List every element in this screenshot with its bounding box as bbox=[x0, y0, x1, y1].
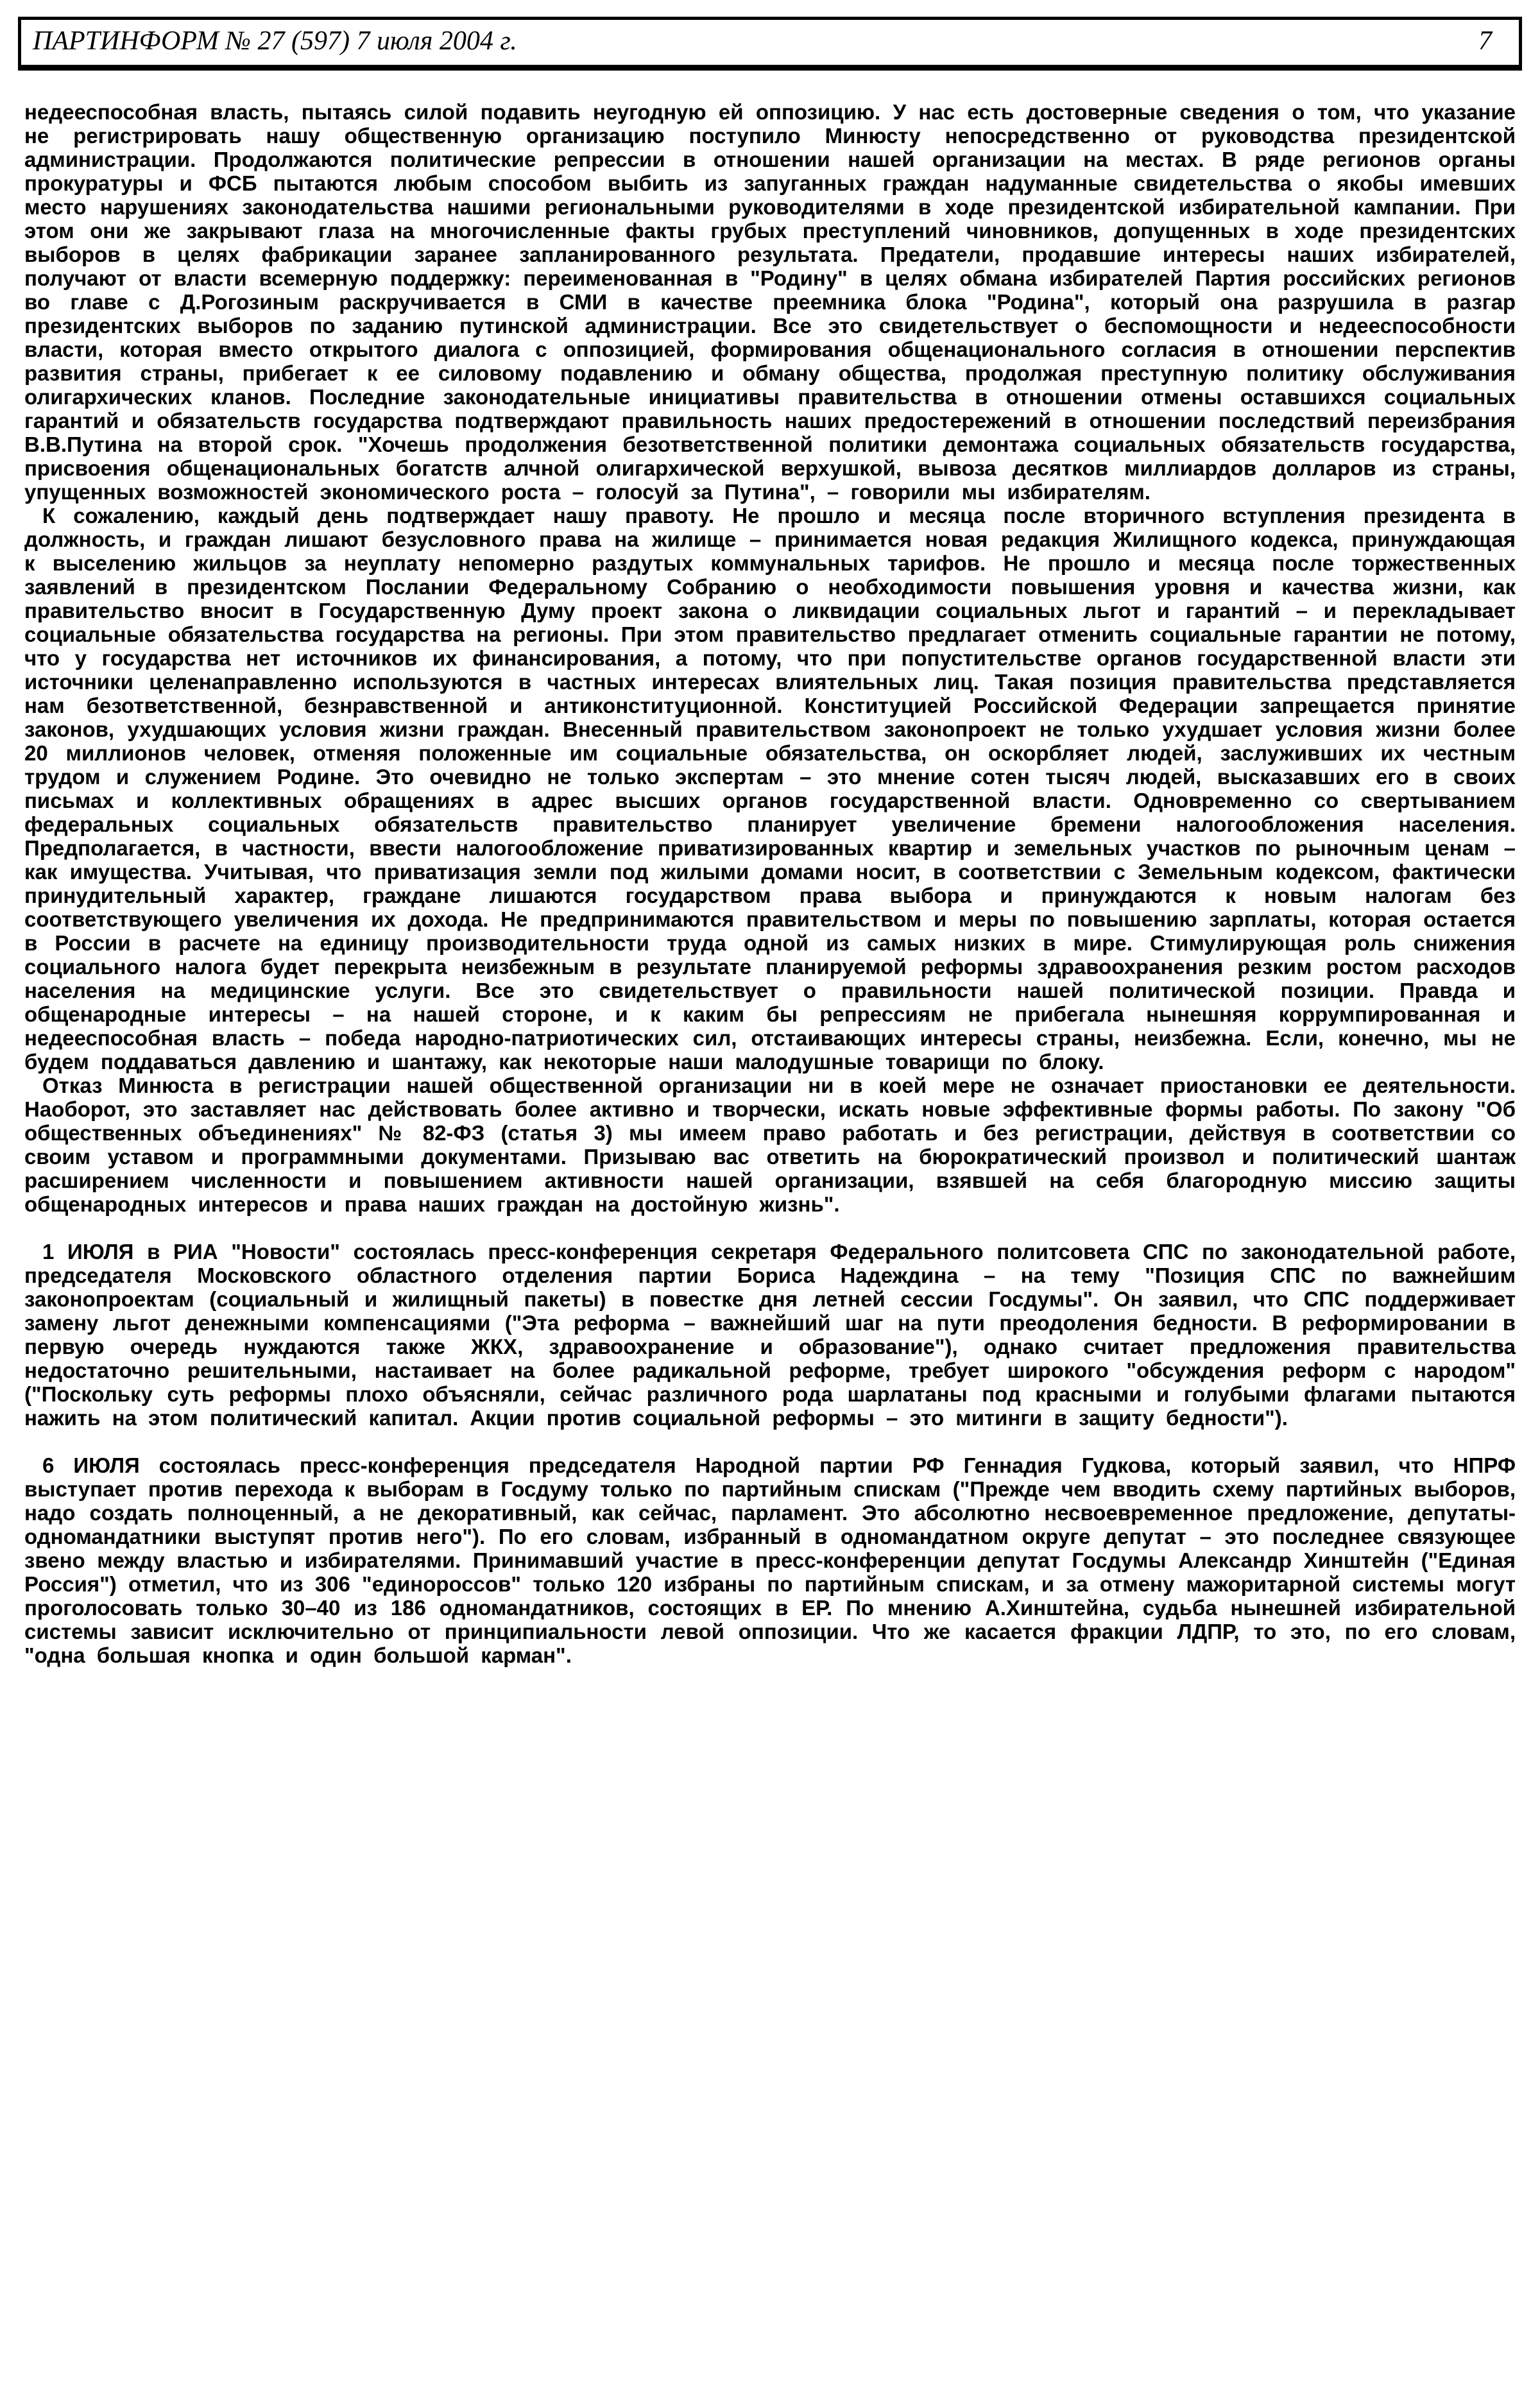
paragraph-statement-continuation: недееспособная власть, пытаясь силой подавить неугодную ей оппозицию. У нас есть достоверные сведения о том, что указание не регистрировать нашу общественную организацию поступило Минюсту непосредственно от руководства президентской администрации. Продолжаются политические репрессии в отношении нашей организации на местах. В ряде регионов органы прокуратуры и ФСБ пытаются любым способом выбить из запуганных граждан надуманные свидетельства о якобы имевших место нарушениях законодательства нашими региональными руководителями в ходе президентской избирательной кампании. При этом они же закрывают глаза на многочисленные факты грубых преступлений чиновников, допущенных в ходе президентских выборов в целях фабрикации заранее запланированного результата. Предатели, продавшие интересы наших избирателей, получают от власти всемерную поддержку: переименованная в "Родину" в целях обмана избирателей Партия российских регионов во главе с Д.Рогозиным раскручивается в СМИ в качестве преемника блока "Родина", который она разрушила в разгар президентских выборов по заданию путинской администрации. Все это свидетельствует о беспомощности и недееспособности власти, которая вместо открытого диалога с оппозицией, формирования общенационального согласия в отношении перспектив развития страны, прибегает к ее силовому подавлению и обману общества, продолжая преступную политику обслуживания олигархических кланов. Последние законодательные инициативы правительства в отношении отмены оставшихся социальных гарантий и обязательств государства подтверждают правильность наших предостережений в отношении последствий переизбрания В.В.Путина на второй срок. "Хочешь продолжения безответственной политики демонтажа социальных обязательств государства, присвоения общенациональных богатств алчной олигархической верхушкой, вывоза десятков миллиардов долларов из страны, упущенных возможностей экономического роста – голосуй за Путина", – говорили мы избирателям. bbox=[24, 100, 1516, 504]
header-box bbox=[18, 17, 1522, 71]
paragraph-news-july-1: 1 ИЮЛЯ в РИА "Новости" состоялась пресс-конференция секретаря Федерального политсовета СПС по законодательной работе, председателя Московского областного отделения партии Бориса Надеждина – на тему "Позиция СПС по важнейшим законопроектам (социальный и жилищный пакеты) в повестке дня летней сессии Госдумы". Он заявил, что СПС поддерживает замену льгот денежными компенсациями ("Эта реформа – важнейший шаг на пути преодоления бедности. В реформировании в первую очередь нуждаются также ЖКХ, здравоохранение и образование"), однако считает предложения правительства недостаточно решительными, настаивает на более радикальной реформе, требует широкого "обсуждения реформ с народом" ("Поскольку суть реформы плохо объясняли, сейчас различного рода шарлатаны под красными и голубыми флагами пытаются нажить на этом политический капитал. Акции против социальной реформы – это митинги в защиту бедности"). bbox=[24, 1240, 1516, 1430]
paragraph-statement-2: К сожалению, каждый день подтверждает нашу правоту. Не прошло и месяца после вторичного вступления президента в должность, и граждан лишают безусловного права на жилище – принимается новая редакция Жилищного кодекса, принуждающая к выселению жильцов за неуплату непомерно раздутых коммунальных тарифов. Не прошло и месяца после торжественных заявлений в президентском Послании Федеральному Собранию о необходимости повышения уровня и качества жизни, как правительство вносит в Государственную Думу проект закона о ликвидации социальных льгот и гарантий – и перекладывает социальные обязательства государства на регионы. При этом правительство предлагает отменить социальные гарантии не потому, что у государства нет источников их финансирования, а потому, что при попустительстве органов государственной власти эти источники целенаправленно используются в частных интересах влиятельных лиц. Такая позиция правительства представляется нам безответственной, безнравственной и антиконституционной. Конституцией Российской Федерации запрещается принятие законов, ухудшающих условия жизни граждан. Внесенный правительством законопроект не только ухудшает условия жизни более 20 миллионов человек, отменяя положенные им социальные обязательства, он оскорбляет людей, заслуживших их честным трудом и служением Родине. Это очевидно не только экспертам – это мнение сотен тысяч людей, высказавших его в своих письмах и коллективных обращениях в адрес высших органов государственной власти. Одновременно со свертыванием федеральных социальных обязательств правительство планирует увеличение бремени налогообложения населения. Предполагается, в частности, ввести налогообложение приватизированных квартир и земельных участков по рыночным ценам – как имущества. Учитывая, что приватизация земли под жилыми домами носит, в соответствии с Земельным кодексом, фактически принудительный характер, граждане лишаются государством права выбора и принуждаются к новым налогам без соответствующего увеличения их дохода. Не предпринимаются правительством и меры по повышению зарплаты, которая остается в России в расчете на единицу производительности труда одной из самых низких в мире. Стимулирующая роль снижения социального налога будет перекрыта неизбежным в результате планируемой реформы здравоохранения резким ростом расходов населения на медицинские услуги. Все это свидетельствует о правильности нашей политической позиции. Правда и общенародные интересы – на нашей стороне, и к каким бы репрессиям не прибегала нынешняя коррумпированная и недееспособная власть – победа народно-патриотических сил, отстаивающих интересы страны, неизбежна. Если, конечно, мы не будем поддаваться давлению и шантажу, как некоторые наши малодушные товарищи по блоку. bbox=[24, 504, 1516, 1074]
article-body bbox=[24, 100, 1516, 1667]
paragraph-statement-3: Отказ Минюста в регистрации нашей общественной организации ни в коей мере не означает приостановки ее деятельности. Наоборот, это заставляет нас действовать более активно и творчески, искать новые эффективные формы работы. По закону "Об общественных объединениях" № 82-ФЗ (статья 3) мы имеем право работать и без регистрации, действуя в соответствии со своим уставом и программными документами. Призываю вас ответить на бюрократический произвол и политический шантаж расширением численности и повышением активности нашей организации, взявшей на себя благородную миссию защиты общенародных интересов и права наших граждан на достойную жизнь". bbox=[24, 1074, 1516, 1217]
paragraph-news-july-6: 6 ИЮЛЯ состоялась пресс-конференция председателя Народной партии РФ Геннадия Гудкова, который заявил, что НПРФ выступает против перехода к выборам в Госдуму только по партийным спискам ("Прежде чем вводить схему партийных выборов, надо создать полноценный, а не декоративный, как сейчас, парламент. Это абсолютно несвоевременное предложение, депутаты-одномандатники выступят против него"). По его словам, избранный в одномандатном округе депутат – это последнее связующее звено между властью и избирателями. Принимавший участие в пресс-конференции депутат Госдумы Александр Хинштейн ("Единая Россия") отметил, что из 306 "единороссов" только 120 избраны по партийным спискам, и за отмену мажоритарной системы могут проголосовать только 30–40 из 186 одномандатников, состоящих в ЕР. По мнению А.Хинштейна, судьба нынешней избирательной системы зависит исключительно от принципиальности левой оппозиции. Что же касается фракции ЛДПР, то это, по его словам, "одна большая кнопка и один большой карман". bbox=[24, 1453, 1516, 1668]
header-page-number: 7 bbox=[1478, 26, 1492, 56]
header-title: ПАРТИНФОРМ № 27 (597) 7 июля 2004 г. bbox=[33, 26, 517, 56]
